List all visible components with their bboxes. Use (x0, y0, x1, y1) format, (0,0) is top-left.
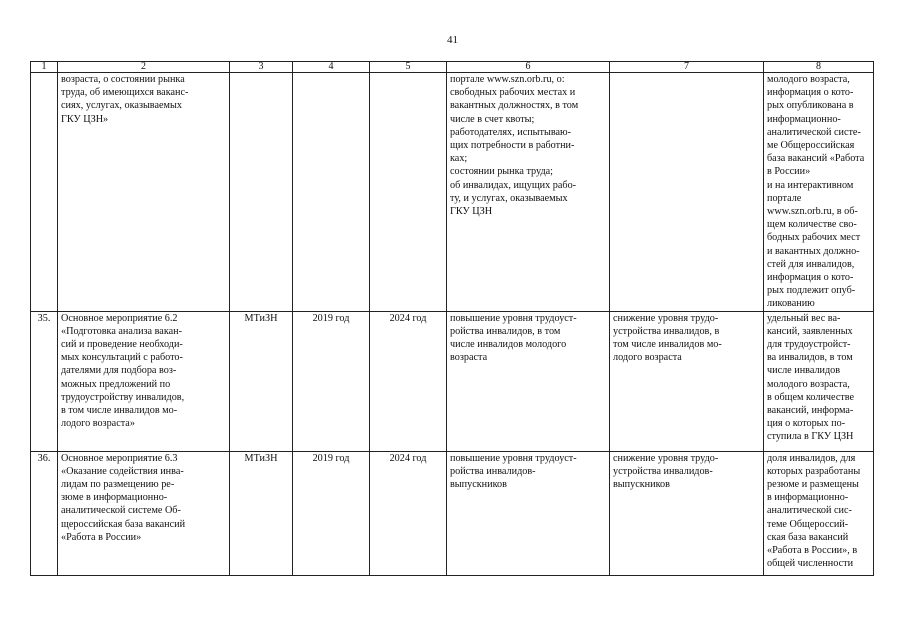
indicator-cell (764, 73, 874, 312)
executor-cell (230, 73, 293, 312)
header-cell-6: 6 (447, 62, 610, 73)
table-row-35 (31, 311, 874, 451)
header-cell-4: 4 (293, 62, 370, 73)
table-row-36 (31, 451, 874, 575)
header-row (31, 62, 874, 73)
row-number (31, 73, 58, 312)
start-cell: 2019 год (293, 311, 370, 451)
indicator: молодого возраста, информация о кото- рых опубликована в информационно- аналитической систе- ме Общероссийская база вакансий «Работа в России» и на интерактивном портале www.szn.orb.ru, в об- щем количестве сво- бодных рабочих мест и вакантных должно- стей для инвалидов, информация о кото- рых подлежит опуб- ликованию (767, 74, 865, 310)
page-number: 41 (447, 34, 458, 46)
indicator-cell (764, 311, 874, 451)
expected-result: портале www.szn.orb.ru, о: свободных рабочих местах и вакантных должностях, в том числе в счет квоты; работодателях, испытываю- щих потребности в работни- ках; состоянии рынка труда; об инвалидах, ищущих рабо- ту, и услугах, оказываемых ГКУ ЦЗН (450, 74, 579, 218)
consequence-cell (610, 451, 764, 575)
header-cell-8: 8 (764, 62, 874, 73)
row-number: 35. (31, 311, 58, 451)
activity-name-cell (58, 311, 230, 451)
end-cell (370, 73, 447, 312)
header-cell-5: 5 (370, 62, 447, 73)
activity-name: возраста, о состоянии рынка труда, об имеющихся ваканс- сиях, услугах, оказываемых ГКУ ЦЗН» (61, 74, 189, 125)
row-number: 36. (31, 451, 58, 575)
consequence: снижение уровня трудо- устройства инвалидов- выпускников (613, 452, 719, 491)
activity-name-cell (58, 451, 230, 575)
executor-cell: МТиЗН (230, 311, 293, 451)
start-cell: 2019 год (293, 451, 370, 575)
activity-name-cell (58, 73, 230, 312)
consequence: снижение уровня трудо- устройства инвалидов, в том числе инвалидов мо- лодого возраста (613, 312, 722, 364)
result-cell (447, 73, 610, 312)
header-cell-1: 1 (31, 62, 58, 73)
activities-table (30, 61, 874, 576)
consequence-cell (610, 73, 764, 312)
activity-name: Основное мероприятие 6.2 «Подготовка анализа вакан- сий и проведение необходи- мых консультаций с работо- дателями для подбора воз- можных предложений по трудоустройству инвалидов, в том числе инвалидов мо- лодого возраста» (61, 312, 185, 430)
activity-name: Основное мероприятие 6.3 «Оказание содействия инва- лидам по размещению ре- зюме в информационно- аналитической системе Об- щероссийская база вакансий «Работа в России» (61, 452, 186, 543)
indicator: доля инвалидов, для которых разработаны резюме и размещены в информационно- аналитической сис- теме Общероссий- ская база вакансий «Работа в России», в общей численности (767, 452, 861, 570)
end-cell: 2024 год (370, 451, 447, 575)
header-cell-3: 3 (230, 62, 293, 73)
indicator: удельный вес ва- кансий, заявленных для трудоустройст- ва инвалидов, в том числе инвалидов молодого возраста, в общем количестве вакансий, информа- ция о которых по- ступила в ГКУ ЦЗН (767, 312, 855, 443)
header-cell-7: 7 (610, 62, 764, 73)
result-cell (447, 451, 610, 575)
consequence-cell (610, 311, 764, 451)
executor-cell: МТиЗН (230, 451, 293, 575)
end-cell: 2024 год (370, 311, 447, 451)
expected-result: повышение уровня трудоуст- ройства инвалидов- выпускников (450, 452, 577, 491)
expected-result: повышение уровня трудоуст- ройства инвалидов, в том числе инвалидов молодого возраста (450, 312, 577, 364)
table-row-continuation (31, 73, 874, 312)
result-cell (447, 311, 610, 451)
header-cell-2: 2 (58, 62, 230, 73)
indicator-cell (764, 451, 874, 575)
start-cell (293, 73, 370, 312)
